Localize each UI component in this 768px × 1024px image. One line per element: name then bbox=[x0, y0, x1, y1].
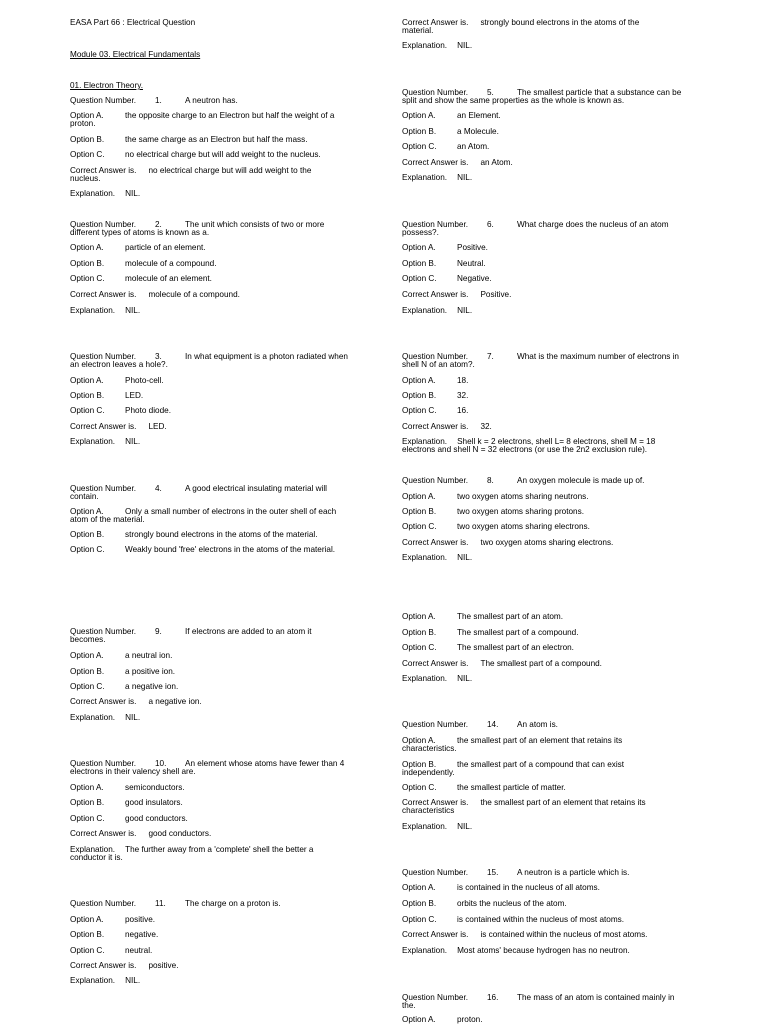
option-c bbox=[70, 947, 152, 955]
option-a bbox=[402, 613, 563, 621]
option-a-text: particle of an element. bbox=[125, 243, 206, 252]
explanation-cont: electrons and shell N = 32 electrons (or use the 2n2 exclusion rule). bbox=[402, 445, 648, 454]
explanation-label: Explanation. bbox=[70, 713, 116, 722]
option-a-text: Positive. bbox=[457, 243, 488, 252]
correct-answer-label: Correct Answer is. bbox=[402, 158, 469, 167]
correct-answer-label: Correct Answer is. bbox=[402, 798, 469, 807]
option-c-label: Option C. bbox=[402, 406, 437, 415]
question-text: In what equipment is a photon radiated when bbox=[185, 352, 348, 361]
correct-answer bbox=[402, 931, 647, 939]
option-a-text: Only a small number of electrons in the outer shell of each bbox=[125, 507, 337, 516]
option-c bbox=[70, 546, 335, 554]
option-b-text: the same charge as an Electron but half the mass. bbox=[125, 135, 308, 144]
option-b bbox=[70, 531, 318, 539]
option-c-text: good conductors. bbox=[125, 814, 188, 823]
option-a-text: Photo-cell. bbox=[125, 376, 164, 385]
option-c-text: a negative ion. bbox=[125, 682, 179, 691]
question-number: 3. bbox=[155, 352, 162, 361]
explanation-text: NIL. bbox=[457, 674, 473, 683]
correct-answer-label: Correct Answer is. bbox=[70, 829, 137, 838]
explanation-text: NIL. bbox=[457, 173, 473, 182]
option-a-label: Option A. bbox=[70, 915, 104, 924]
option-b-label: Option B. bbox=[70, 930, 105, 939]
explanation-text: NIL. bbox=[457, 306, 473, 315]
question-label: Question Number. bbox=[402, 720, 468, 729]
option-c bbox=[70, 815, 188, 823]
explanation-text: NIL. bbox=[125, 306, 141, 315]
question-label: Question Number. bbox=[70, 627, 136, 636]
option-a bbox=[402, 493, 589, 501]
explanation-text: NIL. bbox=[125, 976, 141, 985]
correct-answer-label: Correct Answer is. bbox=[70, 697, 137, 706]
option-a-cont: atom of the material. bbox=[70, 515, 145, 524]
document-title: EASA Part 66 : Electrical Question bbox=[70, 18, 196, 27]
correct-answer bbox=[70, 167, 311, 175]
option-c bbox=[70, 407, 171, 415]
option-b-cont: independently. bbox=[402, 768, 455, 777]
option-b-label: Option B. bbox=[70, 667, 105, 676]
explanation bbox=[70, 307, 140, 315]
explanation-label: Explanation. bbox=[70, 189, 116, 198]
question-header bbox=[70, 485, 327, 493]
option-c bbox=[402, 644, 574, 652]
explanation bbox=[70, 714, 140, 722]
question-text: The mass of an atom is contained mainly in bbox=[517, 993, 675, 1002]
correct-answer bbox=[70, 830, 211, 838]
question-text: A good electrical insulating material will bbox=[185, 484, 327, 493]
option-a bbox=[402, 1016, 483, 1024]
option-c-label: Option C. bbox=[402, 274, 437, 283]
question-text: The smallest particle that a substance can be bbox=[517, 88, 682, 97]
correct-answer-label: Correct Answer is. bbox=[402, 18, 469, 27]
explanation-text: Shell k = 2 electrons, shell L= 8 electrons, shell M = 18 bbox=[457, 437, 656, 446]
option-b-text: the smallest part of a compound that can exist bbox=[457, 760, 625, 769]
correct-answer bbox=[402, 159, 513, 167]
option-a-label: Option A. bbox=[70, 111, 104, 120]
explanation-text: Most atoms' because hydrogen has no neutron. bbox=[457, 946, 630, 955]
question-label: Question Number. bbox=[402, 220, 468, 229]
option-b-label: Option B. bbox=[402, 628, 437, 637]
question-number: 15. bbox=[487, 868, 499, 877]
option-a-text: positive. bbox=[125, 915, 156, 924]
option-b-label: Option B. bbox=[402, 760, 437, 769]
option-b-text: good insulators. bbox=[125, 798, 183, 807]
question-number: 2. bbox=[155, 220, 162, 229]
question-header bbox=[70, 900, 281, 908]
option-a-label: Option A. bbox=[70, 507, 104, 516]
question-label: Question Number. bbox=[402, 88, 468, 97]
option-c-label: Option C. bbox=[402, 915, 437, 924]
option-a-text: proton. bbox=[457, 1015, 483, 1024]
option-b bbox=[402, 629, 579, 637]
question-label: Question Number. bbox=[70, 220, 136, 229]
explanation bbox=[70, 977, 140, 985]
question-label: Question Number. bbox=[70, 759, 136, 768]
correct-answer-cont: material. bbox=[402, 26, 434, 35]
explanation bbox=[402, 947, 630, 955]
option-c-text: an Atom. bbox=[457, 142, 490, 151]
correct-answer bbox=[402, 423, 492, 431]
option-b bbox=[70, 392, 143, 400]
option-a-text: the smallest part of an element that retains its bbox=[457, 736, 623, 745]
option-b-text: The smallest part of a compound. bbox=[457, 628, 579, 637]
option-a bbox=[70, 377, 164, 385]
option-c-text: the smallest particle of matter. bbox=[457, 783, 566, 792]
question-label: Question Number. bbox=[402, 352, 468, 361]
option-c-label: Option C. bbox=[70, 814, 105, 823]
option-a bbox=[70, 916, 155, 924]
option-c-label: Option C. bbox=[402, 142, 437, 151]
option-c-text: Weakly bound 'free' electrons in the atoms of the material. bbox=[125, 545, 336, 554]
question-text-cont: different types of atoms is known as a. bbox=[70, 228, 210, 237]
option-c-text: Photo diode. bbox=[125, 406, 171, 415]
question-header bbox=[402, 869, 629, 877]
option-a-label: Option A. bbox=[70, 651, 104, 660]
question-number: 4. bbox=[155, 484, 162, 493]
correct-answer-label: Correct Answer is. bbox=[402, 290, 469, 299]
option-a-label: Option A. bbox=[70, 376, 104, 385]
explanation-text: The further away from a 'complete' shell the better a bbox=[125, 845, 314, 854]
option-a-label: Option A. bbox=[402, 111, 436, 120]
correct-answer-text: The smallest part of a compound. bbox=[480, 659, 602, 668]
section-title: 01. Electron Theory. bbox=[70, 81, 143, 90]
option-c-text: Negative. bbox=[457, 274, 492, 283]
option-b-text: 32. bbox=[457, 391, 469, 400]
option-a-label: Option A. bbox=[402, 736, 436, 745]
option-a bbox=[402, 884, 600, 892]
option-b-text: negative. bbox=[125, 930, 159, 939]
correct-answer-label: Correct Answer is. bbox=[402, 659, 469, 668]
explanation-label: Explanation. bbox=[70, 437, 116, 446]
option-b-label: Option B. bbox=[402, 507, 437, 516]
question-header bbox=[402, 221, 669, 229]
option-b bbox=[402, 508, 584, 516]
option-c-label: Option C. bbox=[70, 150, 105, 159]
question-header bbox=[402, 994, 674, 1002]
question-header bbox=[402, 477, 644, 485]
question-label: Question Number. bbox=[70, 96, 136, 105]
explanation bbox=[402, 307, 472, 315]
correct-answer bbox=[70, 291, 240, 299]
option-a-text: the opposite charge to an Electron but half the weight of a bbox=[125, 111, 335, 120]
correct-answer-text: strongly bound electrons in the atoms of the bbox=[480, 18, 640, 27]
option-c bbox=[402, 407, 468, 415]
explanation-label: Explanation. bbox=[402, 306, 448, 315]
correct-answer-text: a negative ion. bbox=[148, 697, 202, 706]
explanation-text: NIL. bbox=[125, 437, 141, 446]
option-b bbox=[70, 136, 308, 144]
correct-answer-cont: nucleus. bbox=[70, 174, 101, 183]
question-text: What charge does the nucleus of an atom bbox=[517, 220, 669, 229]
option-c-label: Option C. bbox=[402, 643, 437, 652]
option-a-label: Option A. bbox=[70, 243, 104, 252]
explanation-label: Explanation. bbox=[402, 822, 448, 831]
correct-answer-label: Correct Answer is. bbox=[70, 422, 137, 431]
question-text-cont: shell N of an atom?. bbox=[402, 360, 475, 369]
explanation-label: Explanation. bbox=[70, 306, 116, 315]
question-text: The unit which consists of two or more bbox=[185, 220, 325, 229]
correct-answer-text: Positive. bbox=[480, 290, 512, 299]
correct-answer-text: molecule of a compound. bbox=[148, 290, 240, 299]
question-text-cont: contain. bbox=[70, 492, 99, 501]
option-c bbox=[402, 143, 489, 151]
option-b bbox=[402, 392, 468, 400]
explanation-text: NIL. bbox=[457, 41, 473, 50]
option-b-label: Option B. bbox=[70, 135, 105, 144]
question-text: An atom is. bbox=[517, 720, 558, 729]
question-number: 16. bbox=[487, 993, 499, 1002]
question-number: 10. bbox=[155, 759, 167, 768]
correct-answer-text: is contained within the nucleus of most atoms. bbox=[480, 930, 648, 939]
option-c bbox=[70, 275, 212, 283]
option-b-text: a positive ion. bbox=[125, 667, 176, 676]
option-c-text: molecule of an element. bbox=[125, 274, 212, 283]
option-c-text: two oxygen atoms sharing electrons. bbox=[457, 522, 590, 531]
option-c-label: Option C. bbox=[402, 522, 437, 531]
option-a-text: is contained in the nucleus of all atoms. bbox=[457, 883, 600, 892]
option-a-text: two oxygen atoms sharing neutrons. bbox=[457, 492, 589, 501]
explanation-label: Explanation. bbox=[402, 437, 448, 446]
question-text: What is the maximum number of electrons in bbox=[517, 352, 679, 361]
correct-answer bbox=[402, 19, 639, 27]
correct-answer-label: Correct Answer is. bbox=[402, 930, 469, 939]
option-c-text: The smallest part of an electron. bbox=[457, 643, 574, 652]
correct-answer bbox=[70, 962, 178, 970]
option-c-text: no electrical charge but will add weight to the nucleus. bbox=[125, 150, 321, 159]
option-b-text: LED. bbox=[125, 391, 144, 400]
correct-answer bbox=[70, 423, 167, 431]
explanation-label: Explanation. bbox=[402, 41, 448, 50]
correct-answer-label: Correct Answer is. bbox=[70, 290, 137, 299]
explanation-label: Explanation. bbox=[70, 845, 116, 854]
correct-answer-text: no electrical charge but will add weight to the bbox=[148, 166, 312, 175]
option-c-label: Option C. bbox=[402, 783, 437, 792]
explanation-text: NIL. bbox=[125, 713, 141, 722]
correct-answer bbox=[402, 660, 602, 668]
option-b-text: Neutral. bbox=[457, 259, 486, 268]
option-c bbox=[402, 275, 492, 283]
correct-answer bbox=[402, 291, 511, 299]
option-b bbox=[70, 799, 183, 807]
explanation bbox=[402, 554, 472, 562]
question-number: 14. bbox=[487, 720, 499, 729]
explanation bbox=[70, 438, 140, 446]
question-text: If electrons are added to an atom it bbox=[185, 627, 312, 636]
option-a-label: Option A. bbox=[402, 243, 436, 252]
option-a bbox=[70, 244, 206, 252]
question-text: An oxygen molecule is made up of. bbox=[517, 476, 645, 485]
question-number: 9. bbox=[155, 627, 162, 636]
option-a bbox=[402, 377, 468, 385]
option-c-label: Option C. bbox=[70, 274, 105, 283]
option-c-text: neutral. bbox=[125, 946, 153, 955]
option-b-label: Option B. bbox=[70, 391, 105, 400]
option-a-label: Option A. bbox=[402, 492, 436, 501]
question-text-cont: possess?. bbox=[402, 228, 439, 237]
explanation-label: Explanation. bbox=[402, 173, 448, 182]
explanation-cont: conductor it is. bbox=[70, 853, 123, 862]
option-a-cont: proton. bbox=[70, 119, 96, 128]
question-label: Question Number. bbox=[402, 993, 468, 1002]
correct-answer-text: positive. bbox=[148, 961, 179, 970]
question-text: A neutron has. bbox=[185, 96, 238, 105]
explanation-label: Explanation. bbox=[402, 946, 448, 955]
option-a bbox=[70, 652, 172, 660]
correct-answer-label: Correct Answer is. bbox=[402, 422, 469, 431]
question-label: Question Number. bbox=[402, 868, 468, 877]
question-number: 11. bbox=[155, 899, 166, 908]
explanation bbox=[402, 174, 472, 182]
explanation-text: NIL. bbox=[457, 822, 473, 831]
question-label: Question Number. bbox=[70, 352, 136, 361]
option-b-label: Option B. bbox=[402, 391, 437, 400]
question-header bbox=[402, 721, 558, 729]
option-b bbox=[70, 260, 216, 268]
correct-answer-label: Correct Answer is. bbox=[70, 166, 137, 175]
option-a-label: Option A. bbox=[402, 883, 436, 892]
option-b-text: two oxygen atoms sharing protons. bbox=[457, 507, 584, 516]
option-c bbox=[402, 523, 590, 531]
option-a bbox=[70, 112, 334, 120]
question-header bbox=[70, 628, 312, 636]
option-b-text: molecule of a compound. bbox=[125, 259, 217, 268]
question-number: 7. bbox=[487, 352, 494, 361]
option-a bbox=[402, 244, 488, 252]
option-a-text: 18. bbox=[457, 376, 469, 385]
option-a-cont: characteristics. bbox=[402, 744, 457, 753]
option-b-label: Option B. bbox=[70, 259, 105, 268]
question-number: 6. bbox=[487, 220, 494, 229]
option-b-label: Option B. bbox=[402, 259, 437, 268]
option-a bbox=[70, 784, 185, 792]
option-b bbox=[70, 668, 175, 676]
correct-answer-label: Correct Answer is. bbox=[402, 538, 469, 547]
explanation-label: Explanation. bbox=[402, 674, 448, 683]
option-a-text: a neutral ion. bbox=[125, 651, 173, 660]
option-b-label: Option B. bbox=[70, 798, 105, 807]
option-b-label: Option B. bbox=[402, 127, 437, 136]
question-text-cont: the. bbox=[402, 1001, 416, 1010]
option-b-text: a Molecule. bbox=[457, 127, 499, 136]
question-label: Question Number. bbox=[70, 484, 136, 493]
correct-answer-text: LED. bbox=[148, 422, 167, 431]
question-label: Question Number. bbox=[402, 476, 468, 485]
question-number: 5. bbox=[487, 88, 494, 97]
question-text: The charge on a proton is. bbox=[185, 899, 281, 908]
option-a bbox=[402, 112, 501, 120]
option-b-label: Option B. bbox=[402, 899, 437, 908]
explanation-text: NIL. bbox=[125, 189, 141, 198]
correct-answer-text: good conductors. bbox=[148, 829, 212, 838]
option-a-text: an Element. bbox=[457, 111, 501, 120]
explanation bbox=[402, 823, 472, 831]
option-b bbox=[402, 128, 499, 136]
question-number: 1. bbox=[155, 96, 162, 105]
question-label: Question Number. bbox=[70, 899, 136, 908]
option-a-label: Option A. bbox=[70, 783, 104, 792]
explanation-label: Explanation. bbox=[402, 553, 448, 562]
option-b-text: orbits the nucleus of the atom. bbox=[457, 899, 567, 908]
option-b-text: strongly bound electrons in the atoms of the material. bbox=[125, 530, 318, 539]
explanation bbox=[402, 42, 472, 50]
explanation-text: NIL. bbox=[457, 553, 473, 562]
correct-answer-text: the smallest part of an element that retains its bbox=[480, 798, 646, 807]
option-a-label: Option A. bbox=[402, 612, 436, 621]
option-c-label: Option C. bbox=[70, 545, 105, 554]
explanation bbox=[402, 675, 472, 683]
explanation-label: Explanation. bbox=[70, 976, 116, 985]
question-text-cont: becomes. bbox=[70, 635, 106, 644]
question-text-cont: split and show the same properties as the whole is known as. bbox=[402, 96, 625, 105]
question-text: A neutron is a particle which is. bbox=[517, 868, 630, 877]
correct-answer-text: two oxygen atoms sharing electrons. bbox=[480, 538, 614, 547]
question-text: An element whose atoms have fewer than 4 bbox=[185, 759, 345, 768]
option-c-label: Option C. bbox=[70, 946, 105, 955]
option-c bbox=[70, 683, 178, 691]
question-text-cont: electrons in their valency shell are. bbox=[70, 767, 196, 776]
correct-answer bbox=[402, 539, 613, 547]
option-c bbox=[402, 916, 624, 924]
option-b bbox=[70, 931, 158, 939]
option-c-label: Option C. bbox=[70, 682, 105, 691]
question-number: 8. bbox=[487, 476, 494, 485]
question-header bbox=[70, 97, 238, 105]
correct-answer-label: Correct Answer is. bbox=[70, 961, 137, 970]
option-c bbox=[402, 784, 566, 792]
option-c-label: Option C. bbox=[70, 406, 105, 415]
option-c bbox=[70, 151, 321, 159]
module-title: Module 03. Electrical Fundamentals bbox=[70, 50, 201, 59]
option-a-label: Option A. bbox=[402, 1015, 436, 1024]
correct-answer-cont: characteristics bbox=[402, 806, 455, 815]
option-b-label: Option B. bbox=[70, 530, 105, 539]
explanation bbox=[70, 190, 140, 198]
correct-answer-text: an Atom. bbox=[480, 158, 513, 167]
correct-answer bbox=[70, 698, 202, 706]
option-a-label: Option A. bbox=[402, 376, 436, 385]
option-a-text: semiconductors. bbox=[125, 783, 185, 792]
option-b bbox=[402, 260, 486, 268]
question-text-cont: an electron leaves a hole?. bbox=[70, 360, 168, 369]
correct-answer-text: 32. bbox=[480, 422, 492, 431]
option-c-text: 16. bbox=[457, 406, 469, 415]
option-a-text: The smallest part of an atom. bbox=[457, 612, 564, 621]
option-c-text: is contained within the nucleus of most atoms. bbox=[457, 915, 625, 924]
option-b bbox=[402, 900, 567, 908]
